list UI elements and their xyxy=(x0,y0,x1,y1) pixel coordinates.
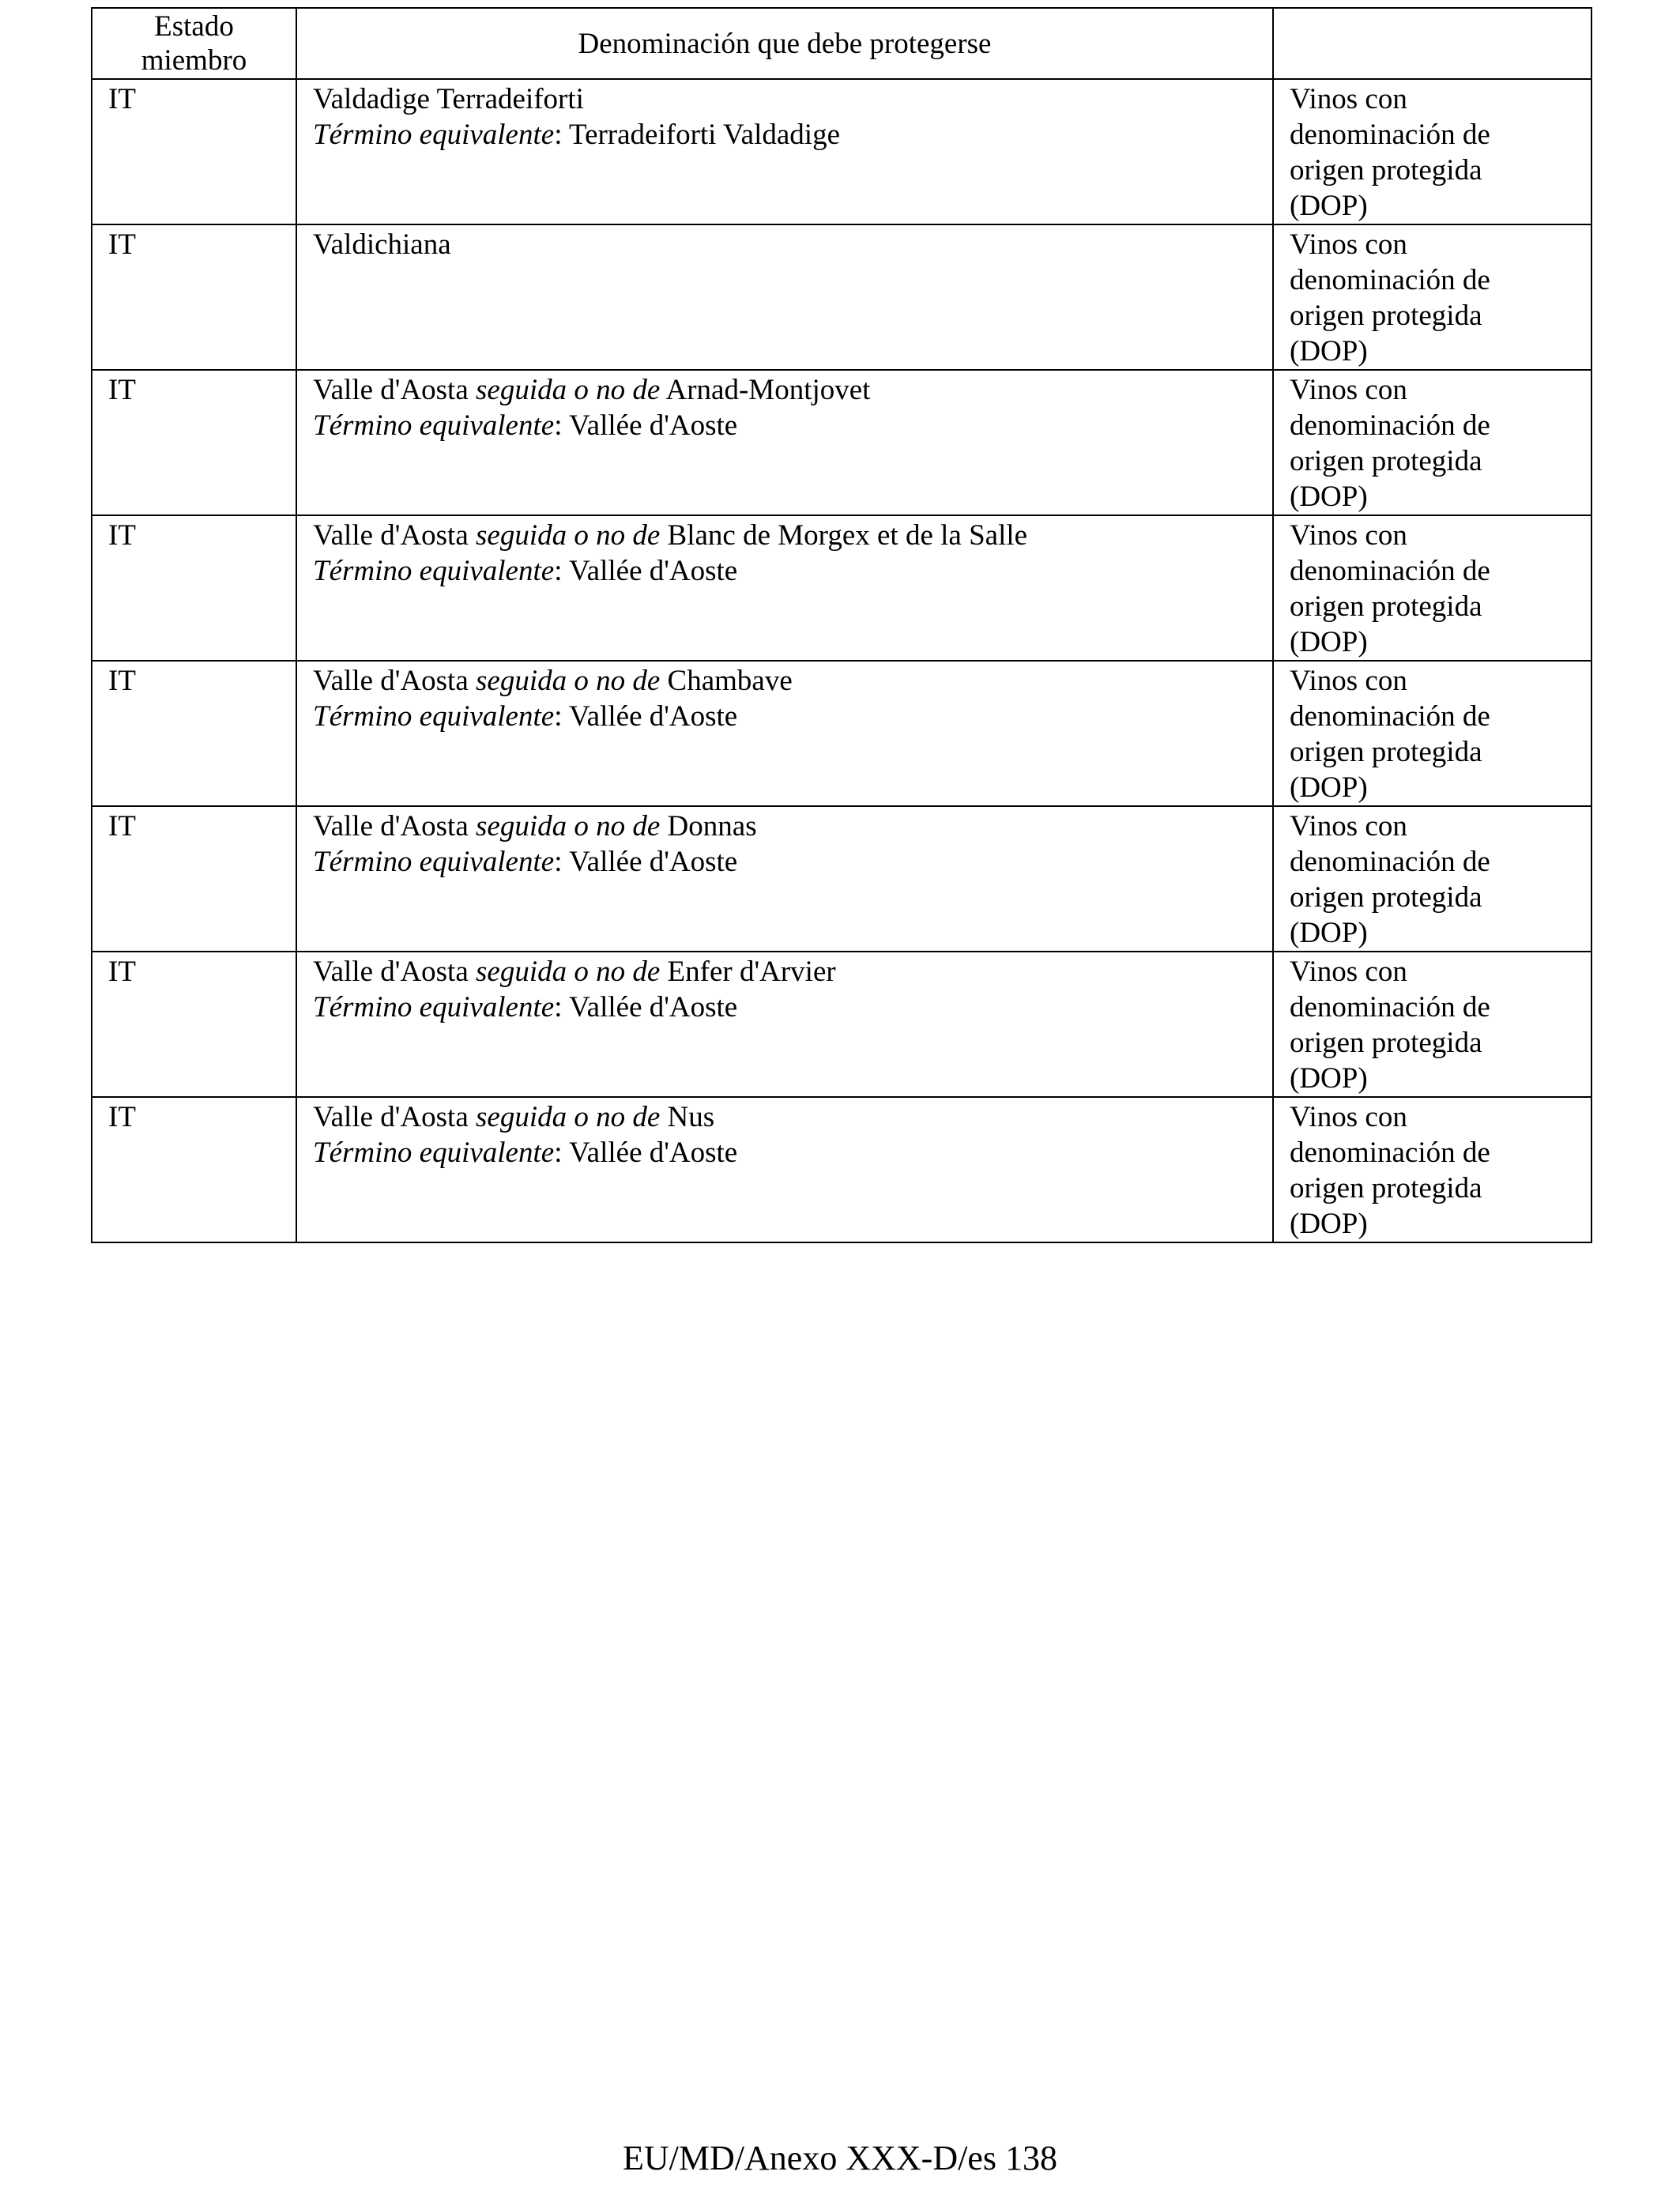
equivalent-term-value: : Vallée d'Aoste xyxy=(554,991,738,1023)
equivalent-term xyxy=(313,1135,1272,1171)
member-state-code: IT xyxy=(108,83,136,115)
category-line: (DOP) xyxy=(1290,917,1368,949)
category-line: (DOP) xyxy=(1290,1208,1368,1240)
cell-category xyxy=(1273,1097,1591,1242)
cell-member-state xyxy=(92,952,296,1097)
denomination-name xyxy=(313,809,1272,844)
cell-category xyxy=(1273,515,1591,661)
cell-member-state xyxy=(92,1097,296,1242)
category-line: origen protegida xyxy=(1290,300,1482,332)
category-line: (DOP) xyxy=(1290,335,1368,368)
cell-member-state xyxy=(92,370,296,515)
category-line: denominación de xyxy=(1290,700,1490,733)
category-line: Vinos con xyxy=(1290,519,1407,552)
equivalent-term-label: Término equivalente xyxy=(313,700,555,733)
category-line: Vinos con xyxy=(1290,665,1407,697)
equivalent-term xyxy=(313,844,1272,880)
denomination-suffix: Donnas xyxy=(660,810,757,843)
denomination-name xyxy=(313,372,1272,408)
denomination-qualifier: seguida o no de xyxy=(476,1101,661,1133)
cell-category xyxy=(1273,370,1591,515)
denomination-qualifier: seguida o no de xyxy=(476,374,661,406)
cell-denomination xyxy=(296,515,1273,661)
denomination-name xyxy=(313,663,1272,699)
denomination-suffix: Enfer d'Arvier xyxy=(660,956,836,988)
denomination-main: Valle d'Aosta xyxy=(313,519,477,552)
category-line: origen protegida xyxy=(1290,1027,1482,1059)
equivalent-term xyxy=(313,990,1272,1025)
cell-denomination xyxy=(296,952,1273,1097)
member-state-code: IT xyxy=(108,956,136,988)
member-state-code: IT xyxy=(108,374,136,406)
table-row xyxy=(92,79,1591,224)
category-line: Vinos con xyxy=(1290,228,1407,261)
equivalent-term xyxy=(313,699,1272,734)
denomination-qualifier: seguida o no de xyxy=(476,956,661,988)
page-footer-reference: EU/MD/Anexo XXX-D/es 138 xyxy=(623,2139,1057,2177)
equivalent-term-value: : Vallée d'Aoste xyxy=(554,846,738,878)
category-line: origen protegida xyxy=(1290,736,1482,768)
header-denomination: Denominación que debe protegerse xyxy=(296,8,1273,79)
denomination-suffix: Chambave xyxy=(660,665,793,697)
category-line: denominación de xyxy=(1290,846,1490,878)
category-line: denominación de xyxy=(1290,264,1490,296)
category-line: origen protegida xyxy=(1290,154,1482,187)
cell-category xyxy=(1273,952,1591,1097)
category-line: Vinos con xyxy=(1290,956,1407,988)
equivalent-term-value: : Vallée d'Aoste xyxy=(554,555,738,587)
cell-denomination xyxy=(296,806,1273,952)
category-line: Vinos con xyxy=(1290,1101,1407,1133)
cell-member-state xyxy=(92,515,296,661)
category-line: Vinos con xyxy=(1290,810,1407,843)
category-line: (DOP) xyxy=(1290,771,1368,804)
cell-member-state xyxy=(92,806,296,952)
denomination-suffix: Nus xyxy=(660,1101,715,1133)
equivalent-term xyxy=(313,117,1272,153)
equivalent-term-label: Término equivalente xyxy=(313,409,555,442)
category-line: denominación de xyxy=(1290,555,1490,587)
cell-denomination xyxy=(296,661,1273,806)
denomination-main: Valdadige Terradeiforti xyxy=(313,83,584,115)
member-state-code: IT xyxy=(108,810,136,843)
denomination-main: Valle d'Aosta xyxy=(313,374,477,406)
denominations-table xyxy=(91,7,1592,1243)
cell-member-state xyxy=(92,79,296,224)
equivalent-term-value: : Terradeiforti Valdadige xyxy=(554,119,840,151)
equivalent-term xyxy=(313,553,1272,589)
denomination-name xyxy=(313,518,1272,553)
header-member-state-line1: Estado xyxy=(154,10,234,43)
cell-denomination xyxy=(296,1097,1273,1242)
category-line: denominación de xyxy=(1290,991,1490,1023)
table-header-row xyxy=(92,8,1591,79)
member-state-code: IT xyxy=(108,665,136,697)
cell-category xyxy=(1273,224,1591,370)
denomination-name xyxy=(313,227,1272,262)
header-category xyxy=(1273,8,1591,79)
table-row xyxy=(92,515,1591,661)
denomination-qualifier: seguida o no de xyxy=(476,519,661,552)
category-line: (DOP) xyxy=(1290,626,1368,658)
category-line: origen protegida xyxy=(1290,445,1482,477)
denomination-suffix: Blanc de Morgex et de la Salle xyxy=(660,519,1028,552)
equivalent-term-label: Término equivalente xyxy=(313,555,555,587)
denomination-main: Valdichiana xyxy=(313,228,451,261)
cell-denomination xyxy=(296,224,1273,370)
equivalent-term-value: : Vallée d'Aoste xyxy=(554,700,738,733)
category-line: (DOP) xyxy=(1290,1062,1368,1095)
category-line: Vinos con xyxy=(1290,83,1407,115)
denomination-qualifier: seguida o no de xyxy=(476,665,661,697)
equivalent-term-label: Término equivalente xyxy=(313,846,555,878)
table-row xyxy=(92,370,1591,515)
equivalent-term-label: Término equivalente xyxy=(313,991,555,1023)
cell-member-state xyxy=(92,224,296,370)
cell-category xyxy=(1273,79,1591,224)
header-member-state-line2: miembro xyxy=(141,44,247,77)
category-line: origen protegida xyxy=(1290,590,1482,623)
denomination-suffix: Arnad-Montjovet xyxy=(660,374,871,406)
equivalent-term-value: : Vallée d'Aoste xyxy=(554,409,738,442)
denomination-name xyxy=(313,81,1272,117)
category-line: denominación de xyxy=(1290,409,1490,442)
denomination-main: Valle d'Aosta xyxy=(313,956,477,988)
cell-denomination xyxy=(296,79,1273,224)
equivalent-term-value: : Vallée d'Aoste xyxy=(554,1137,738,1169)
denomination-name xyxy=(313,1099,1272,1135)
denomination-qualifier: seguida o no de xyxy=(476,810,661,843)
member-state-code: IT xyxy=(108,519,136,552)
cell-category xyxy=(1273,661,1591,806)
category-line: denominación de xyxy=(1290,119,1490,151)
denomination-main: Valle d'Aosta xyxy=(313,810,477,843)
table-row xyxy=(92,1097,1591,1242)
table-row xyxy=(92,661,1591,806)
equivalent-term-label: Término equivalente xyxy=(313,1137,555,1169)
table-body xyxy=(92,79,1591,1242)
cell-denomination xyxy=(296,370,1273,515)
category-line: origen protegida xyxy=(1290,1172,1482,1204)
header-member-state xyxy=(92,8,296,79)
member-state-code: IT xyxy=(108,1101,136,1133)
table-row xyxy=(92,806,1591,952)
denomination-main: Valle d'Aosta xyxy=(313,665,477,697)
table-row xyxy=(92,224,1591,370)
denomination-name xyxy=(313,954,1272,990)
member-state-code: IT xyxy=(108,228,136,261)
denomination-main: Valle d'Aosta xyxy=(313,1101,477,1133)
category-line: origen protegida xyxy=(1290,881,1482,914)
category-line: (DOP) xyxy=(1290,190,1368,222)
equivalent-term xyxy=(313,408,1272,443)
category-line: (DOP) xyxy=(1290,481,1368,513)
category-line: denominación de xyxy=(1290,1137,1490,1169)
equivalent-term-label: Término equivalente xyxy=(313,119,555,151)
cell-member-state xyxy=(92,661,296,806)
category-line: Vinos con xyxy=(1290,374,1407,406)
table-row xyxy=(92,952,1591,1097)
cell-category xyxy=(1273,806,1591,952)
